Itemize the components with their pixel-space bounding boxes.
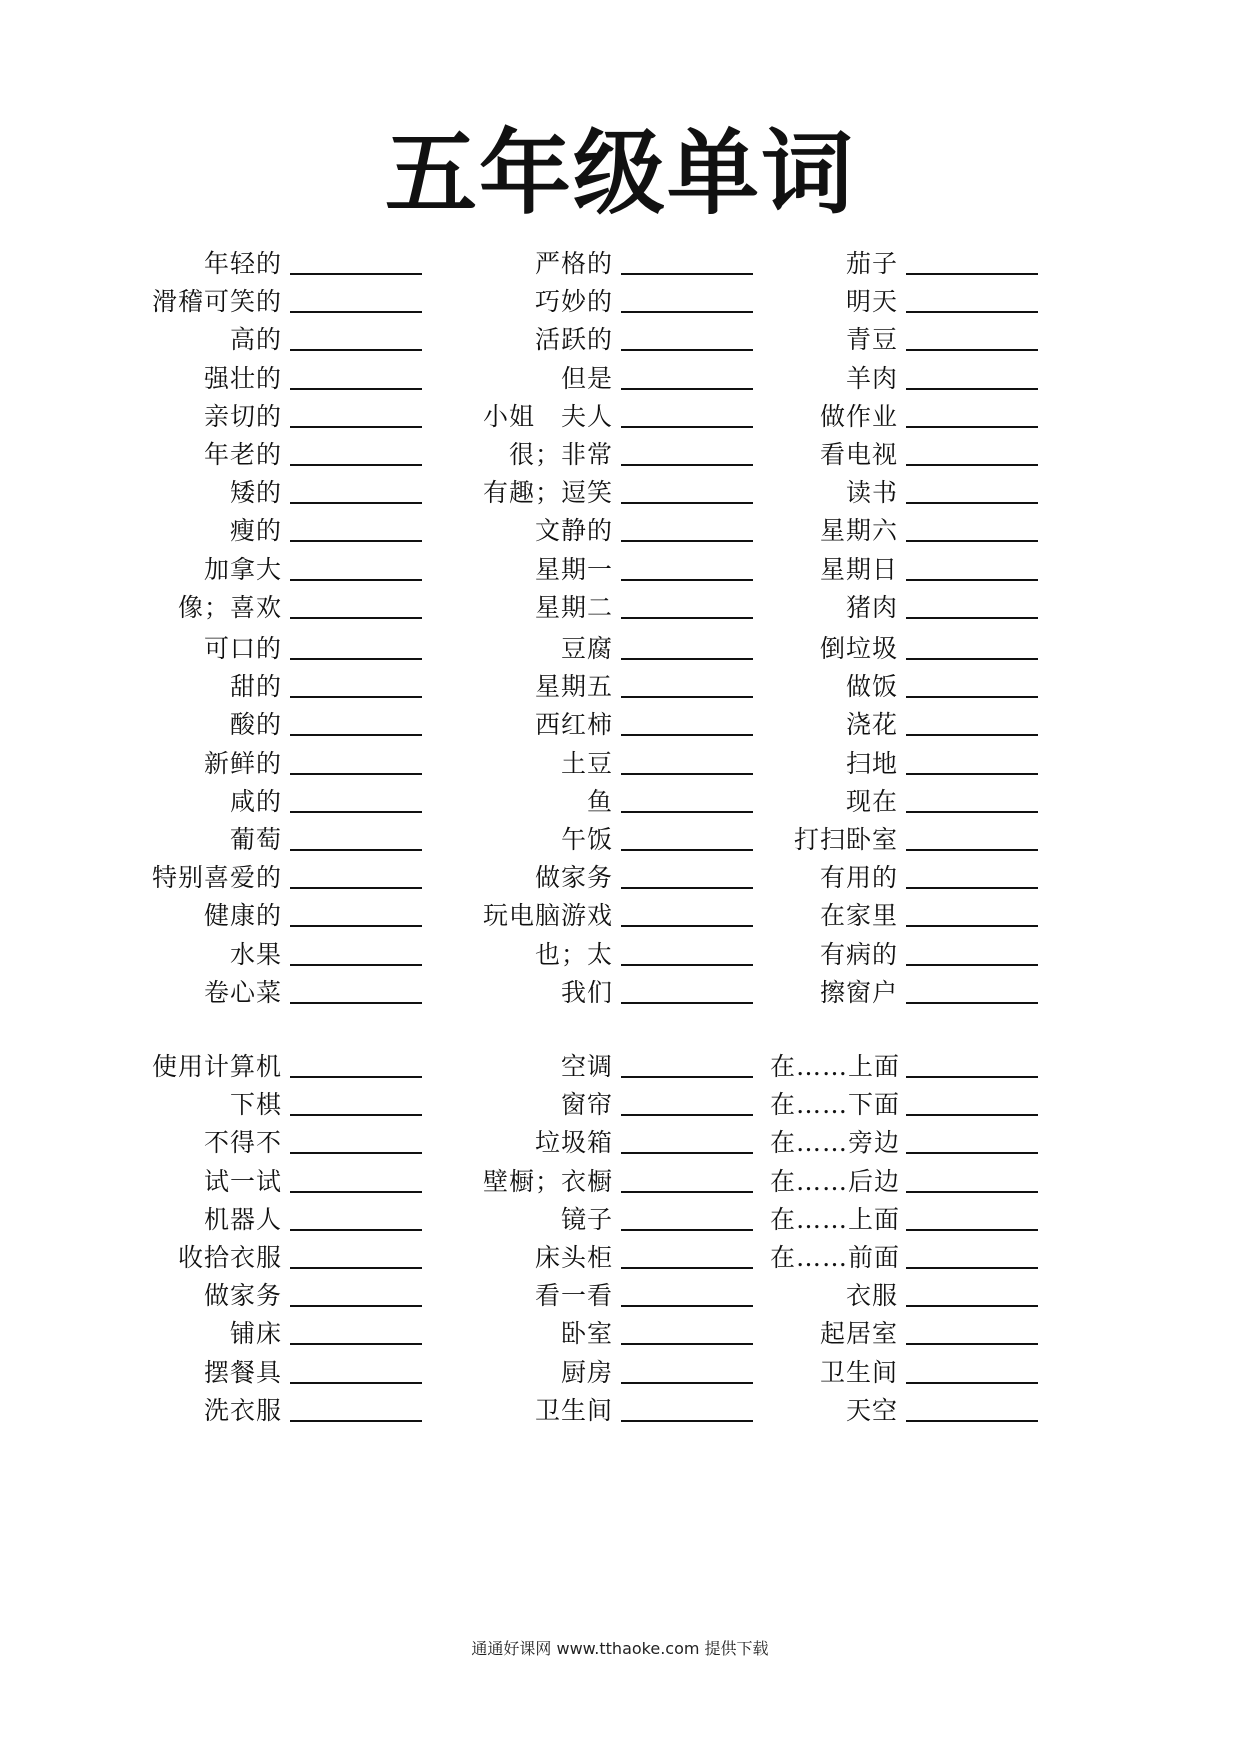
word-row	[770, 1239, 1130, 1273]
word-label: 在……后边	[770, 1166, 901, 1196]
answer-blank-line[interactable]	[290, 694, 422, 698]
word-row	[770, 1086, 1130, 1120]
word-row	[445, 1048, 805, 1082]
word-row	[445, 974, 805, 1008]
word-label: 浇花	[845, 710, 898, 740]
word-row	[770, 1201, 1130, 1235]
answer-blank-line[interactable]	[621, 962, 753, 966]
word-row	[445, 321, 805, 355]
word-row	[445, 551, 805, 585]
word-label: 洗衣服	[203, 1395, 282, 1425]
word-row	[130, 360, 490, 394]
word-row	[770, 859, 1130, 893]
answer-blank-line[interactable]	[906, 962, 1038, 966]
word-label: 现在	[845, 786, 898, 816]
word-label: 鱼	[586, 786, 613, 816]
answer-blank-line[interactable]	[290, 771, 422, 775]
answer-blank-line[interactable]	[621, 885, 753, 889]
answer-blank-line[interactable]	[290, 1265, 422, 1269]
word-row	[770, 589, 1130, 623]
page-title: 五年级单词	[384, 120, 855, 227]
word-row	[130, 783, 490, 817]
answer-blank-line[interactable]	[290, 809, 422, 813]
answer-blank-line[interactable]	[906, 1112, 1038, 1116]
answer-blank-line[interactable]	[621, 694, 753, 698]
word-label: 土豆	[560, 748, 613, 778]
word-label: 矮的	[229, 478, 282, 508]
word-label: 镜子	[560, 1204, 613, 1234]
word-row	[770, 630, 1130, 664]
answer-blank-line[interactable]	[906, 809, 1038, 813]
word-row	[770, 668, 1130, 702]
answer-blank-line[interactable]	[906, 462, 1038, 466]
word-label: 厨房	[560, 1357, 613, 1387]
word-row	[130, 974, 490, 1008]
answer-blank-line[interactable]	[290, 1000, 422, 1004]
word-label: 在……下面	[770, 1090, 901, 1120]
word-row	[130, 1392, 490, 1426]
word-label: 西红柿	[534, 710, 613, 740]
answer-blank-line[interactable]	[621, 809, 753, 813]
word-row	[130, 474, 490, 508]
word-row	[770, 706, 1130, 740]
word-label: 卷心菜	[203, 977, 282, 1007]
word-row	[770, 1315, 1130, 1349]
word-label: 年轻的	[203, 249, 282, 278]
word-label: 做饭	[845, 672, 898, 702]
word-row	[130, 589, 490, 623]
word-label: 铺床	[229, 1319, 282, 1349]
answer-blank-line[interactable]	[621, 1150, 753, 1154]
answer-blank-line[interactable]	[621, 424, 753, 428]
word-row	[770, 436, 1130, 470]
word-row	[130, 745, 490, 779]
answer-blank-line[interactable]	[906, 885, 1038, 889]
word-label: 在……前面	[770, 1243, 901, 1272]
word-label: 甜的	[229, 672, 282, 702]
word-row	[445, 1124, 805, 1158]
word-label: 星期日	[819, 554, 898, 584]
answer-blank-line[interactable]	[621, 1000, 753, 1004]
word-label: 读书	[845, 478, 898, 508]
answer-blank-line[interactable]	[621, 732, 753, 736]
word-row	[770, 897, 1130, 931]
word-label: 茄子	[845, 249, 898, 278]
word-row	[130, 821, 490, 855]
word-label: 瘦的	[229, 516, 282, 546]
word-label: 我们	[560, 977, 613, 1007]
word-label: 做家务	[203, 1281, 282, 1311]
word-label: 很；非常	[508, 440, 613, 469]
answer-blank-line[interactable]	[621, 771, 753, 775]
word-label: 青豆	[845, 325, 898, 355]
word-row	[445, 1086, 805, 1120]
word-label: 扫地	[845, 748, 898, 778]
word-row	[445, 245, 805, 279]
word-row	[770, 512, 1130, 546]
answer-blank-line[interactable]	[621, 347, 753, 351]
answer-blank-line[interactable]	[290, 500, 422, 504]
word-row	[130, 1315, 490, 1349]
word-label: 咸的	[229, 786, 282, 816]
word-row	[445, 398, 805, 432]
word-label: 滑稽可笑的	[151, 287, 282, 317]
word-label: 玩电脑游戏	[482, 901, 613, 931]
word-label: 看一看	[534, 1281, 613, 1311]
word-row	[445, 1163, 805, 1197]
word-row	[130, 1163, 490, 1197]
word-row	[130, 551, 490, 585]
answer-blank-line[interactable]	[621, 1227, 753, 1231]
answer-blank-line[interactable]	[621, 1380, 753, 1384]
word-label: 看电视	[819, 440, 898, 469]
word-label: 不得不	[203, 1128, 282, 1158]
answer-blank-line[interactable]	[906, 386, 1038, 390]
word-row	[445, 1315, 805, 1349]
word-label: 在……旁边	[770, 1128, 901, 1158]
answer-blank-line[interactable]	[906, 309, 1038, 313]
word-row	[770, 1048, 1130, 1082]
word-row	[445, 783, 805, 817]
answer-blank-line[interactable]	[621, 847, 753, 851]
word-row	[445, 283, 805, 317]
word-row	[130, 283, 490, 317]
answer-blank-line[interactable]	[290, 538, 422, 542]
answer-blank-line[interactable]	[621, 1303, 753, 1307]
word-label: 在……上面	[770, 1052, 901, 1081]
word-label: 试一试	[203, 1166, 282, 1196]
answer-blank-line[interactable]	[906, 923, 1038, 927]
word-row	[770, 360, 1130, 394]
answer-blank-line[interactable]	[906, 732, 1038, 736]
answer-blank-line[interactable]	[906, 1303, 1038, 1307]
answer-blank-line[interactable]	[290, 577, 422, 581]
word-row	[445, 1392, 805, 1426]
word-label: 活跃的	[534, 325, 613, 355]
word-label: 年老的	[203, 440, 282, 469]
word-label: 水果	[229, 939, 282, 969]
word-label: 壁橱；衣橱	[482, 1166, 613, 1196]
answer-blank-line[interactable]	[906, 615, 1038, 619]
word-label: 起居室	[819, 1319, 898, 1349]
word-row	[445, 897, 805, 931]
answer-blank-line[interactable]	[621, 309, 753, 313]
word-label: 机器人	[203, 1204, 282, 1234]
word-label: 可口的	[203, 634, 282, 663]
word-label: 强壮的	[203, 363, 282, 393]
word-label: 也；太	[534, 939, 613, 969]
word-row	[130, 897, 490, 931]
answer-blank-line[interactable]	[290, 885, 422, 889]
word-row	[130, 436, 490, 470]
answer-blank-line[interactable]	[906, 500, 1038, 504]
word-row	[770, 245, 1130, 279]
answer-blank-line[interactable]	[621, 500, 753, 504]
word-row	[130, 1086, 490, 1120]
word-row	[445, 936, 805, 970]
answer-blank-line[interactable]	[290, 1150, 422, 1154]
word-row	[770, 1277, 1130, 1311]
word-row	[770, 1392, 1130, 1426]
word-row	[130, 1048, 490, 1082]
word-row	[770, 1124, 1130, 1158]
answer-blank-line[interactable]	[290, 923, 422, 927]
word-row	[445, 474, 805, 508]
word-row	[770, 474, 1130, 508]
word-label: 使用计算机	[151, 1052, 282, 1081]
answer-blank-line[interactable]	[906, 1000, 1038, 1004]
answer-blank-line[interactable]	[906, 1189, 1038, 1193]
word-row	[130, 630, 490, 664]
answer-blank-line[interactable]	[290, 424, 422, 428]
answer-blank-line[interactable]	[906, 347, 1038, 351]
answer-blank-line[interactable]	[290, 615, 422, 619]
word-row	[130, 1124, 490, 1158]
answer-blank-line[interactable]	[290, 347, 422, 351]
answer-blank-line[interactable]	[621, 923, 753, 927]
word-row	[445, 1201, 805, 1235]
word-label: 床头柜	[534, 1243, 613, 1272]
word-row	[770, 321, 1130, 355]
answer-blank-line[interactable]	[290, 1418, 422, 1422]
word-row	[445, 859, 805, 893]
word-row	[770, 745, 1130, 779]
answer-blank-line[interactable]	[621, 1112, 753, 1116]
word-label: 小姐 夫人	[482, 401, 613, 431]
answer-blank-line[interactable]	[290, 386, 422, 390]
answer-blank-line[interactable]	[906, 1380, 1038, 1384]
word-label: 亲切的	[203, 401, 282, 431]
word-row	[130, 1239, 490, 1273]
word-label: 有病的	[819, 939, 898, 969]
word-label: 在家里	[819, 901, 898, 931]
word-row	[445, 668, 805, 702]
word-label: 做作业	[819, 401, 898, 431]
word-label: 收拾衣服	[177, 1243, 282, 1272]
answer-blank-line[interactable]	[621, 615, 753, 619]
word-label: 下棋	[229, 1090, 282, 1120]
answer-blank-line[interactable]	[621, 386, 753, 390]
word-label: 做家务	[534, 863, 613, 893]
word-label: 天空	[845, 1395, 898, 1425]
word-row	[445, 745, 805, 779]
word-label: 特别喜爱的	[151, 863, 282, 893]
answer-blank-line[interactable]	[906, 1341, 1038, 1345]
word-label: 像；喜欢	[177, 592, 282, 622]
word-row	[130, 398, 490, 432]
answer-blank-line[interactable]	[906, 1150, 1038, 1154]
word-label: 卫生间	[534, 1395, 613, 1425]
answer-blank-line[interactable]	[290, 271, 422, 275]
answer-blank-line[interactable]	[621, 1189, 753, 1193]
word-row	[770, 551, 1130, 585]
word-row	[445, 512, 805, 546]
word-row	[770, 974, 1130, 1008]
word-label: 加拿大	[203, 554, 282, 584]
word-row	[770, 1163, 1130, 1197]
word-label: 巧妙的	[534, 287, 613, 317]
word-row	[445, 1277, 805, 1311]
word-label: 但是	[560, 363, 613, 393]
word-label: 星期一	[534, 554, 613, 584]
answer-blank-line[interactable]	[290, 1189, 422, 1193]
answer-blank-line[interactable]	[290, 1112, 422, 1116]
word-row	[130, 706, 490, 740]
answer-blank-line[interactable]	[290, 1380, 422, 1384]
word-row	[445, 1239, 805, 1273]
word-label: 星期二	[534, 592, 613, 622]
answer-blank-line[interactable]	[906, 771, 1038, 775]
word-row	[770, 283, 1130, 317]
word-label: 午饭	[560, 825, 613, 854]
answer-blank-line[interactable]	[290, 656, 422, 660]
answer-blank-line[interactable]	[621, 656, 753, 660]
answer-blank-line[interactable]	[290, 1074, 422, 1078]
word-label: 在……上面	[770, 1204, 901, 1234]
word-row	[445, 630, 805, 664]
answer-blank-line[interactable]	[621, 1418, 753, 1422]
word-row	[770, 821, 1130, 855]
answer-blank-line[interactable]	[906, 656, 1038, 660]
word-label: 摆餐具	[203, 1357, 282, 1387]
word-label: 葡萄	[229, 825, 282, 854]
answer-blank-line[interactable]	[290, 1341, 422, 1345]
answer-blank-line[interactable]	[906, 694, 1038, 698]
word-label: 酸的	[229, 710, 282, 740]
answer-blank-line[interactable]	[906, 1418, 1038, 1422]
word-row	[445, 436, 805, 470]
word-label: 猪肉	[845, 592, 898, 622]
footer-text: 通通好课网 www.tthaoke.com 提供下载	[471, 1639, 769, 1658]
answer-blank-line[interactable]	[290, 732, 422, 736]
word-label: 星期五	[534, 672, 613, 702]
answer-blank-line[interactable]	[906, 577, 1038, 581]
answer-blank-line[interactable]	[621, 1074, 753, 1078]
answer-blank-line[interactable]	[290, 309, 422, 313]
word-label: 星期六	[819, 516, 898, 546]
answer-blank-line[interactable]	[906, 538, 1038, 542]
word-row	[445, 821, 805, 855]
word-label: 卫生间	[819, 1357, 898, 1387]
answer-blank-line[interactable]	[906, 424, 1038, 428]
word-label: 明天	[845, 287, 898, 317]
word-row	[130, 859, 490, 893]
word-row	[130, 321, 490, 355]
word-row	[130, 936, 490, 970]
answer-blank-line[interactable]	[621, 462, 753, 466]
answer-blank-line[interactable]	[621, 538, 753, 542]
word-row	[130, 1354, 490, 1388]
answer-blank-line[interactable]	[906, 1074, 1038, 1078]
answer-blank-line[interactable]	[621, 271, 753, 275]
answer-blank-line[interactable]	[906, 271, 1038, 275]
word-row	[445, 360, 805, 394]
answer-blank-line[interactable]	[906, 847, 1038, 851]
word-row	[130, 1201, 490, 1235]
word-row	[770, 1354, 1130, 1388]
word-label: 垃圾箱	[534, 1128, 613, 1158]
answer-blank-line[interactable]	[621, 1265, 753, 1269]
word-label: 窗帘	[560, 1090, 613, 1120]
word-label: 擦窗户	[819, 977, 898, 1007]
word-label: 豆腐	[560, 634, 613, 663]
word-label: 健康的	[203, 901, 282, 931]
word-label: 严格的	[534, 249, 613, 278]
answer-blank-line[interactable]	[906, 1265, 1038, 1269]
word-label: 打扫卧室	[793, 825, 898, 854]
answer-blank-line[interactable]	[290, 962, 422, 966]
word-label: 羊肉	[845, 363, 898, 393]
word-row	[130, 512, 490, 546]
word-row	[130, 1277, 490, 1311]
word-label: 文静的	[534, 516, 613, 546]
answer-blank-line[interactable]	[621, 1341, 753, 1345]
word-label: 有趣；逗笑	[482, 478, 613, 508]
word-row	[770, 783, 1130, 817]
answer-blank-line[interactable]	[290, 1227, 422, 1231]
word-label: 卧室	[560, 1319, 613, 1349]
answer-blank-line[interactable]	[290, 1303, 422, 1307]
answer-blank-line[interactable]	[290, 462, 422, 466]
answer-blank-line[interactable]	[906, 1227, 1038, 1231]
word-row	[445, 589, 805, 623]
answer-blank-line[interactable]	[621, 577, 753, 581]
word-row	[770, 398, 1130, 432]
word-row	[445, 706, 805, 740]
word-label: 衣服	[845, 1281, 898, 1311]
word-row	[130, 245, 490, 279]
word-label: 新鲜的	[203, 748, 282, 778]
word-label: 倒垃圾	[819, 634, 898, 663]
answer-blank-line[interactable]	[290, 847, 422, 851]
word-label: 有用的	[819, 863, 898, 893]
word-row	[130, 668, 490, 702]
word-row	[770, 936, 1130, 970]
word-row	[445, 1354, 805, 1388]
word-label: 高的	[229, 325, 282, 355]
word-label: 空调	[560, 1052, 613, 1081]
